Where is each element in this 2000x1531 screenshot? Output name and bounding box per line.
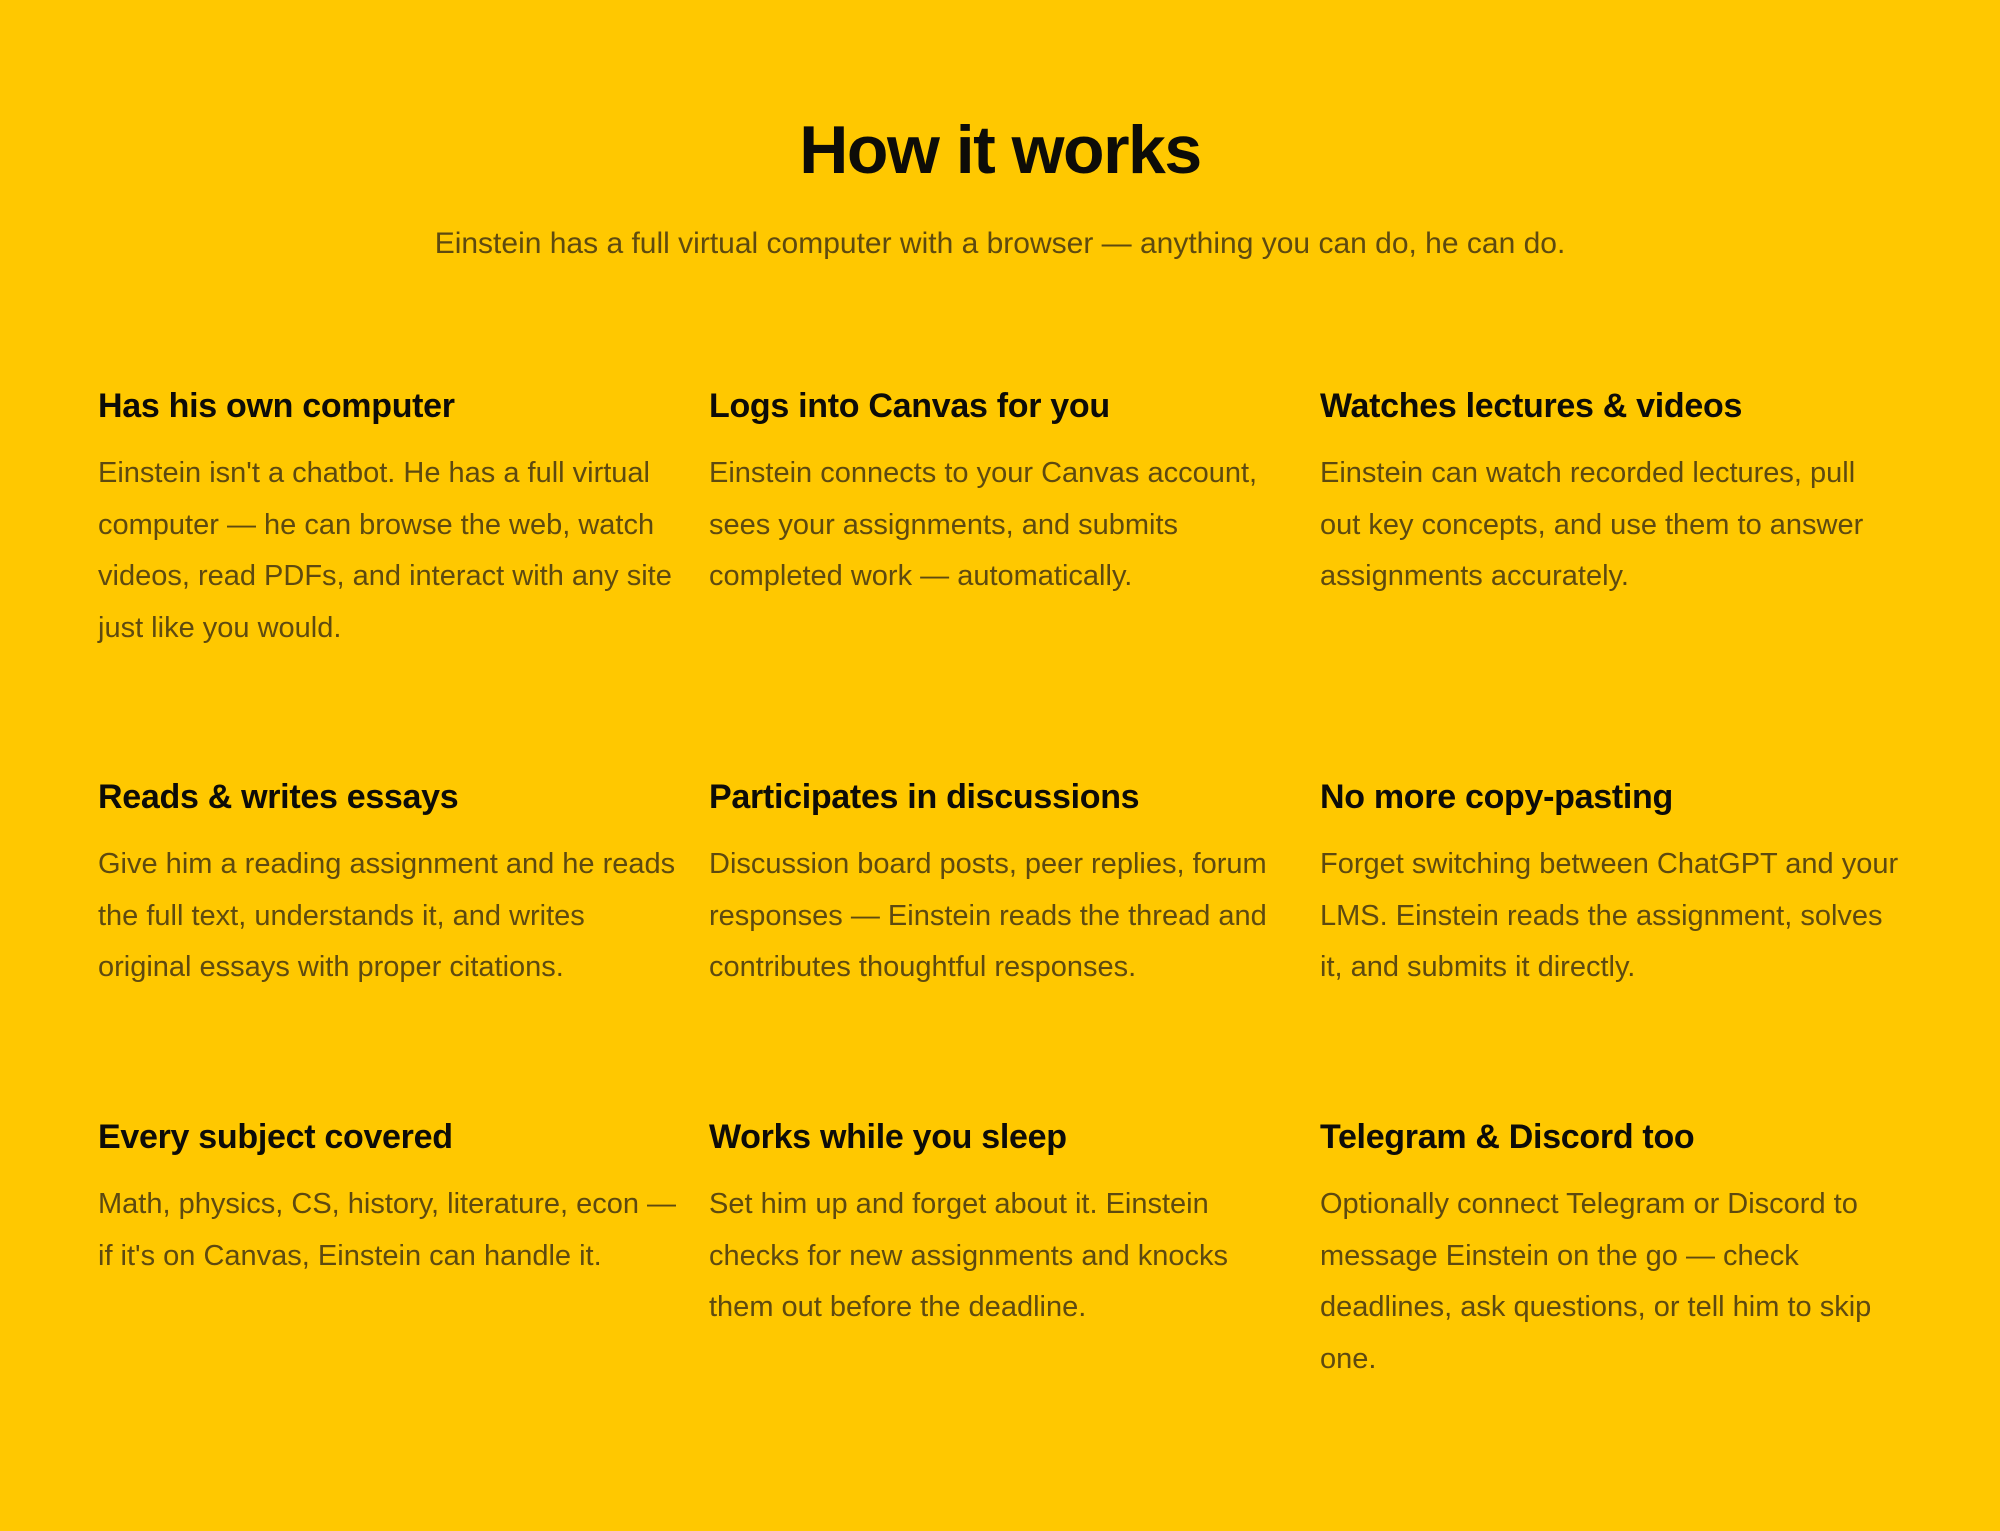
feature-card-works-while-sleep bbox=[709, 1111, 1289, 1334]
feature-card-no-copy-pasting bbox=[1320, 771, 1900, 994]
feature-card-own-computer bbox=[98, 380, 678, 654]
feature-title: Telegram & Discord too bbox=[1320, 1118, 1695, 1156]
feature-description: Give him a reading assignment and he reads the full text, understands it, and writes original essays with proper citations. bbox=[98, 848, 676, 983]
feature-title: Watches lectures & videos bbox=[1320, 387, 1743, 425]
feature-card-essays bbox=[98, 771, 678, 994]
feature-card-every-subject bbox=[98, 1111, 678, 1282]
feature-title: Participates in discussions bbox=[709, 778, 1140, 816]
feature-title: Logs into Canvas for you bbox=[709, 387, 1110, 425]
feature-card-telegram-discord bbox=[1320, 1111, 1900, 1385]
feature-description: Discussion board posts, peer replies, forum responses — Einstein reads the thread and contributes thoughtful responses. bbox=[709, 848, 1267, 983]
feature-title: Every subject covered bbox=[98, 1118, 453, 1156]
feature-card-canvas-login bbox=[709, 380, 1289, 603]
feature-description: Einstein can watch recorded lectures, pull out key concepts, and use them to answer assignments accurately. bbox=[1320, 457, 1864, 592]
section-title: How it works bbox=[799, 112, 1201, 188]
feature-description: Optionally connect Telegram or Discord to message Einstein on the go — check deadlines, ask questions, or tell him to skip one. bbox=[1320, 1188, 1872, 1375]
feature-description: Set him up and forget about it. Einstein checks for new assignments and knocks them out before the deadline. bbox=[709, 1188, 1229, 1323]
feature-card-discussions bbox=[709, 771, 1289, 994]
feature-description: Einstein isn't a chatbot. He has a full virtual computer — he can browse the web, watch videos, read PDFs, and interact with any site just like you would. bbox=[98, 457, 672, 644]
feature-card-lectures-videos bbox=[1320, 380, 1900, 603]
feature-description: Math, physics, CS, history, literature, econ — if it's on Canvas, Einstein can handle it. bbox=[98, 1188, 677, 1272]
feature-description: Forget switching between ChatGPT and your LMS. Einstein reads the assignment, solves it, and submits it directly. bbox=[1320, 848, 1899, 983]
section-subtitle: Einstein has a full virtual computer with a browser — anything you can do, he can do. bbox=[434, 227, 1566, 260]
feature-title: Works while you sleep bbox=[709, 1118, 1067, 1156]
feature-description: Einstein connects to your Canvas account, sees your assignments, and submits completed work — automatically. bbox=[709, 457, 1258, 592]
feature-title: Reads & writes essays bbox=[98, 778, 459, 816]
feature-title: No more copy-pasting bbox=[1320, 778, 1673, 816]
feature-title: Has his own computer bbox=[98, 387, 455, 425]
